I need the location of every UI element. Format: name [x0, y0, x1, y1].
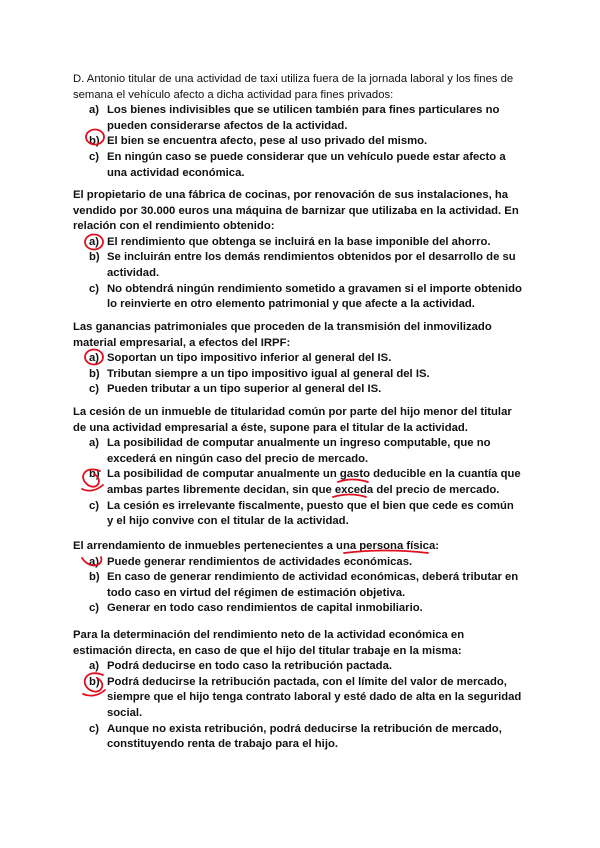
option-list: [73, 351, 523, 398]
option-c: [73, 282, 523, 313]
option-text: Podrá deducirse en todo caso la retribución pactada.: [107, 660, 393, 673]
question-1: [73, 72, 523, 181]
option-letter: c): [89, 499, 100, 512]
option-text: Generar en todo caso rendimientos de capital inmobiliario.: [107, 602, 423, 615]
option-text: El rendimiento que obtenga se incluirá en la base imponible del ahorro.: [107, 235, 491, 248]
option-a: [73, 555, 523, 571]
option-list: [73, 235, 523, 313]
option-text: La posibilidad de computar anualmente un gasto deducible en la cuantía que ambas partes libremente decidan, sin que exceda del precio de mercado.: [107, 468, 521, 496]
option-letter: b): [89, 571, 100, 584]
option-a: [73, 436, 523, 467]
option-text: En ningún caso se puede considerar que un vehículo puede estar afecto a una actividad económica.: [107, 150, 506, 179]
question-stem: Para la determinación del rendimiento neto de la actividad económica en estimación directa, en caso de que el hijo del titular trabaje en la misma:: [73, 629, 465, 657]
question-stem: El arrendamiento de inmuebles pertenecientes a una persona física:: [73, 540, 440, 552]
question-stem: La cesión de un inmueble de titularidad común por parte del hijo menor del titular de una actividad empresarial a éste, supone para el titular de la actividad.: [73, 406, 512, 434]
option-a: [73, 235, 523, 251]
option-letter: b): [89, 251, 100, 264]
question-3: [73, 320, 523, 398]
question-stem: D. Antonio titular de una actividad de taxi utiliza fuera de la jornada laboral y los fines de semana el vehículo afecto a dicha actividad para fines privados:: [73, 73, 514, 101]
option-letter: c): [89, 722, 100, 735]
option-c: [73, 382, 523, 398]
option-list: [73, 555, 523, 617]
option-a: [73, 659, 523, 675]
option-list: [73, 659, 523, 753]
option-c: [73, 150, 523, 181]
option-letter: c): [89, 282, 100, 295]
option-letter: a): [89, 352, 100, 365]
option-a: [73, 351, 523, 367]
option-text: Aunque no exista retribución, podrá deducirse la retribución de mercado, constituyendo renta de trabajo para el hijo.: [107, 722, 502, 751]
option-text: La cesión es irrelevante fiscalmente, puesto que el bien que cede es común y el hijo convive con el titular de la actividad.: [107, 499, 514, 528]
option-b: [73, 367, 523, 383]
option-c: [73, 722, 523, 753]
option-b: [73, 570, 523, 601]
option-letter: a): [89, 437, 100, 450]
option-list: [73, 436, 523, 530]
option-b: [73, 467, 523, 498]
option-c: [73, 499, 523, 530]
option-text: Se incluirán entre los demás rendimientos obtenidos por el desarrollo de su actividad.: [107, 251, 516, 279]
option-b: [73, 675, 523, 722]
option-b: [73, 134, 523, 150]
option-text: Podrá deducirse la retribución pactada, con el límite del valor de mercado, siempre que el hijo tenga contrato laboral y esté dado de alta en la seguridad social.: [107, 675, 522, 719]
option-c: [73, 601, 523, 617]
option-b: [73, 250, 523, 281]
question-stem: Las ganancias patrimoniales que proceden de la transmisión del inmovilizado material empresarial, a efectos del IRPF:: [73, 321, 492, 349]
option-text: El bien se encuentra afecto, pese al uso privado del mismo.: [107, 135, 428, 148]
question-6: [73, 628, 523, 753]
option-letter: a): [89, 555, 100, 568]
option-text: No obtendrá ningún rendimiento sometido a gravamen si el importe obtenido lo reinvierte en otro elemento patrimonial y que afecte a la actividad.: [107, 282, 522, 311]
question-2: [73, 188, 523, 313]
option-letter: c): [89, 150, 100, 163]
option-text: Pueden tributar a un tipo superior al general del IS.: [107, 383, 382, 396]
option-letter: b): [89, 367, 100, 380]
question-stem: El propietario de una fábrica de cocinas, por renovación de sus instalaciones, ha vendido por 30.000 euros una máquina de barnizar que utilizaba en la actividad. En relación con el rendimiento obtenido:: [73, 189, 519, 233]
option-letter: a): [89, 235, 100, 248]
question-4: [73, 405, 523, 530]
option-text: Puede generar rendimientos de actividades económicas.: [107, 555, 413, 568]
option-letter: b): [89, 468, 100, 481]
option-letter: b): [89, 675, 100, 688]
option-text: En caso de generar rendimiento de actividad económicas, deberá tributar en todo caso en virtud del régimen de estimación objetiva.: [107, 571, 519, 599]
option-letter: b): [89, 135, 100, 148]
option-letter: c): [89, 383, 100, 396]
option-a: [73, 103, 523, 134]
option-text: La posibilidad de computar anualmente un ingreso computable, que no excederá en ningún caso del precio de mercado.: [107, 437, 491, 465]
option-letter: a): [89, 104, 100, 117]
option-letter: a): [89, 660, 100, 673]
option-letter: c): [89, 602, 100, 615]
question-5: [73, 539, 523, 617]
option-text: Los bienes indivisibles que se utilicen también para fines particulares no pueden considerarse afectos de la actividad.: [107, 104, 500, 132]
option-text: Soportan un tipo impositivo inferior al general del IS.: [107, 352, 392, 365]
option-list: [73, 103, 523, 181]
option-text: Tributan siempre a un tipo impositivo igual al general del IS.: [107, 367, 430, 380]
